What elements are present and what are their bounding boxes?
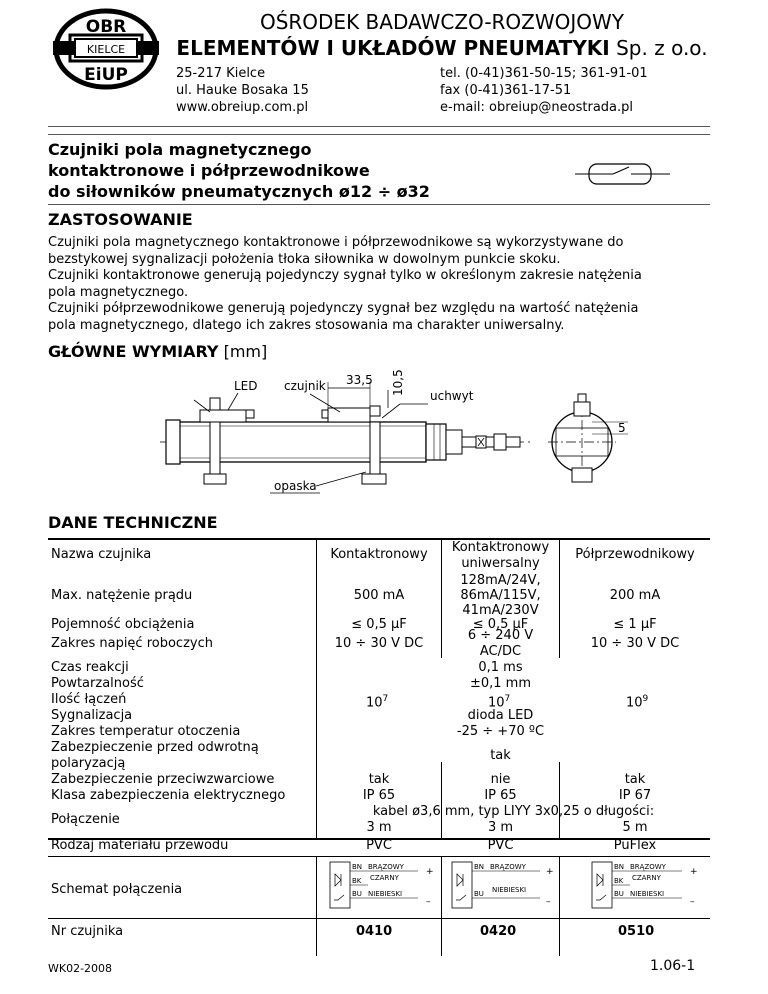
cell-value: 3 m [366,820,392,835]
divider [559,856,560,956]
company-name-line1: OŚRODEK BADAWCZO-ROZWOJOWY [259,10,625,34]
cell-value: PVC [366,838,392,853]
svg-text:+: + [690,867,698,877]
svg-text:BN: BN [352,863,363,871]
svg-text:uchwyt: uchwyt [430,389,474,403]
text-line: bezstykowej sygnalizacji położenia tłoka siłownika w dowolnym punkcie skoku. [48,251,561,267]
svg-text:CZARNY: CZARNY [370,874,399,882]
product-title-line: do siłowników pneumatycznych ø12 ÷ ø32 [48,182,430,201]
company-name-suffix: Sp. z o.o. [609,36,708,60]
cell-value: 41mA/230V [462,603,539,618]
address-line: 25-217 Kielce [176,66,266,81]
cell-value: 200 mA [609,588,661,603]
cell-value: 6 ÷ 240 V [467,628,534,643]
cell-value: -25 ÷ +70 ºC [456,724,545,739]
svg-text:+: + [546,867,554,877]
cell-value: nie [490,772,511,787]
svg-text:BRĄZOWY: BRĄZOWY [490,863,526,871]
row-label-signal: Sygnalizacja [51,708,133,723]
cycles-base: 10 [626,695,643,711]
svg-text:CZARNY: CZARNY [632,874,661,882]
cell-value: 128mA/24V, [460,573,541,588]
wiring-diagram-semiconductor [590,860,702,910]
table-header-universal: Kontaktronowy [451,540,550,555]
wiring-diagram-universal [450,860,558,910]
footer-code: WK02-2008 [48,962,113,975]
svg-text:+: + [426,867,434,877]
product-title-line: kontaktronowe i półprzewodnikowe [48,161,370,180]
row-label-short: Zabezpieczenie przeciwzwarciowe [51,772,275,787]
svg-text:opaska: opaska [274,479,317,493]
svg-text:BN: BN [474,863,485,871]
row-label-reverse: Zabezpieczenie przed odwrotną [51,740,259,755]
svg-text:10,5: 10,5 [391,369,405,396]
sensor-number: 0410 [356,924,393,939]
page-number: 1.06-1 [650,958,696,974]
svg-text:–: – [426,897,431,907]
cell-value [366,692,388,710]
svg-text:NIEBIESKI: NIEBIESKI [630,890,665,898]
cell-value: 0,1 ms [478,660,523,675]
sensor-number: 0420 [480,924,517,939]
svg-text:–: – [690,897,695,907]
email-link[interactable]: e-mail: obreiup@neostrada.pl [440,100,634,115]
row-label-connection: Połączenie [51,812,120,827]
phone: tel. (0-41)361-50-15; 361-91-01 [440,66,648,81]
cell-value: tak [368,772,390,787]
divider [316,856,317,956]
table-header-semiconductor: Półprzewodnikowy [575,547,695,562]
fax: fax (0-41)361-17-51 [440,83,572,98]
row-label-ip: Klasa zabezpieczenia elektrycznego [51,788,286,803]
company-name-line2: ELEMENTÓW I UKŁADÓW PNEUMATYKI [176,36,610,60]
divider [441,856,442,956]
cycles-exponent: 9 [642,694,649,704]
section-dimensions-title: GŁÓWNE WYMIARY [48,342,219,361]
cell-value: dioda LED [467,708,534,723]
cell-value [626,692,648,710]
cell-value: 3 m [487,820,514,835]
text-line: Czujniki kontaktronowe generują pojedynczy sygnał tylko w określonym zakresie natężenia [48,268,642,283]
cell-value: tak [490,748,511,763]
cell-value: 5 m [622,820,648,835]
cell-value: 500 mA [353,588,405,603]
row-label-voltage: Zakres napięć roboczych [51,636,213,651]
cell-value: ≤ 0,5 μF [351,617,407,632]
svg-text:BU: BU [474,890,484,898]
cell-value: ≤ 1 μF [613,617,657,632]
svg-text:OBR: OBR [85,17,127,37]
cycles-base: 10 [366,695,383,711]
row-label-cycles: Ilość łączeń [51,692,127,707]
row-label-reaction: Czas reakcji [51,660,129,675]
cell-value: ±0,1 mm [469,676,532,691]
text-line: pola magnetycznego, dlatego ich zakres stosowania ma charakter uniwersalny. [48,317,565,333]
cell-value: 86mA/115V, [460,588,541,603]
row-label-repeat: Powtarzalność [51,676,144,691]
sensor-number: 0510 [618,924,655,939]
table-header-reed: Kontaktronowy [330,547,428,562]
text-line: Czujniki półprzewodnikowe generują pojedynczy sygnał bez względu na wartość natężenia [48,301,639,316]
section-application: ZASTOSOWANIE [48,210,193,229]
svg-text:NIEBIESKI: NIEBIESKI [492,886,527,894]
svg-text:BU: BU [614,890,624,898]
cell-value: PuFlex [613,838,657,853]
address-line: ul. Hauke Bosaka 15 [176,83,309,98]
row-label-temp: Zakres temperatur otoczenia [51,724,241,739]
website-link[interactable]: www.obreiup.com.pl [176,100,309,115]
cell-value: AC/DC [479,644,522,659]
divider [48,856,710,857]
cycles-base: 10 [488,695,505,711]
cell-value: PVC [487,838,514,853]
row-label-max-current: Max. natężenie prądu [51,588,193,603]
cell-value: 10 ÷ 30 V DC [334,636,424,651]
svg-text:BK: BK [614,877,624,885]
cell-value: tak [624,772,646,787]
wiring-diagram-reed [328,860,438,910]
row-label-scheme: Schemat połączenia [51,882,183,897]
cell-value: ≤ 0,5 μF [472,617,529,632]
svg-text:NIEBIESKI: NIEBIESKI [368,890,403,898]
cell-value: kabel ø3,6 mm, typ LIYY 3x0,25 o długości: [372,804,655,819]
product-title-line: Czujniki pola magnetycznego [48,140,312,159]
svg-text:KIELCE: KIELCE [86,43,126,56]
row-label-material: Rodzaj materiału przewodu [51,838,229,853]
cell-value: IP 67 [618,788,652,803]
cycles-exponent: 7 [504,694,511,704]
svg-text:BRĄZOWY: BRĄZOWY [630,863,666,871]
cell-value: IP 65 [484,788,517,803]
svg-text:BN: BN [614,863,625,871]
section-technical: DANE TECHNICZNE [48,513,218,532]
row-label-reverse-cont: polaryzacją [51,756,126,771]
row-label-number: Nr czujnika [51,924,124,939]
cycles-exponent: 7 [382,694,389,704]
text-line: Czujniki pola magnetycznego kontaktronowe i półprzewodnikowe są wykorzystywane do [48,235,624,250]
row-label-capacity: Pojemność obciążenia [51,617,195,632]
svg-text:BRĄZOWY: BRĄZOWY [368,863,404,871]
table-header-name: Nazwa czujnika [51,547,152,562]
cell-value: 10 ÷ 30 V DC [590,636,680,651]
svg-text:LED: LED [234,379,258,393]
section-dimensions-unit: [mm] [218,342,268,361]
svg-text:BU: BU [352,890,362,898]
svg-text:5: 5 [618,421,626,435]
svg-text:EiUP: EiUP [84,65,128,85]
table-header-universal-sub: uniwersalny [461,556,540,571]
text-line: pola magnetycznego. [48,284,189,300]
svg-text:BK: BK [352,877,362,885]
svg-text:–: – [546,897,551,907]
svg-text:czujnik: czujnik [284,379,326,393]
cell-value: IP 65 [362,788,396,803]
divider [48,918,710,919]
svg-text:33,5: 33,5 [346,373,373,387]
